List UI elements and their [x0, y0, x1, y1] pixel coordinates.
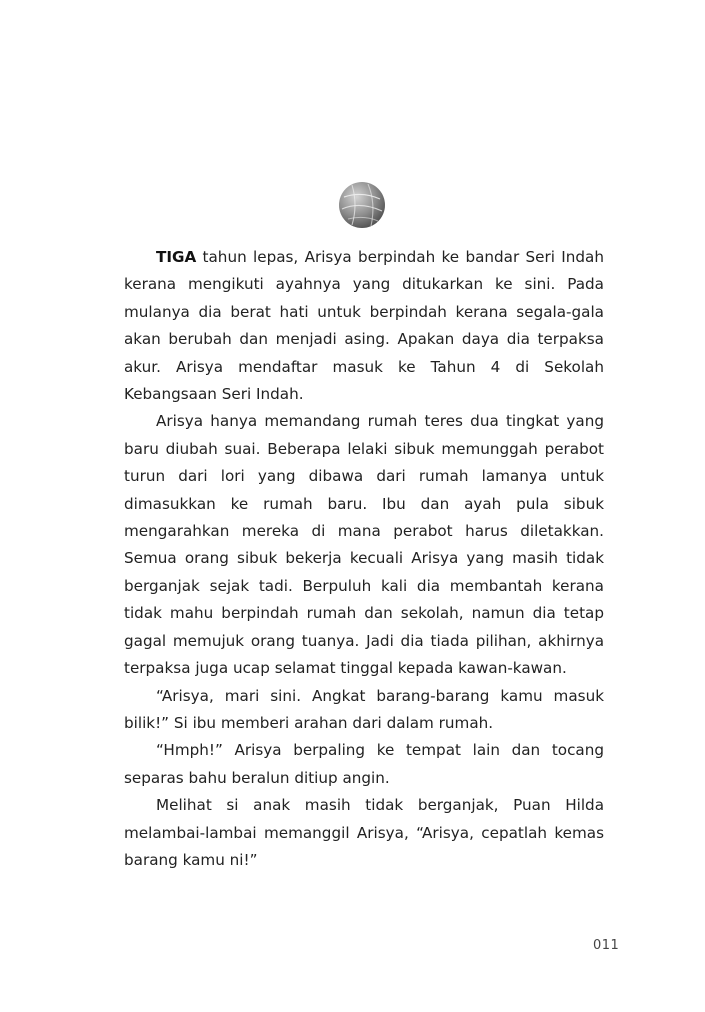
paragraph: [124, 792, 604, 874]
paragraph-text: Melihat si anak masih tidak berganjak, Puan Hilda melambai-lambai memanggil Arisya, “Arisya, cepatlah kemas barang kamu ni!”: [124, 796, 604, 869]
paragraph-text: “Arisya, mari sini. Angkat barang-barang kamu masuk bilik!” Si ibu memberi arahan dari dalam rumah.: [124, 686, 604, 732]
paragraph-lead: TIGA: [156, 248, 197, 266]
paragraph-text: tahun lepas, Arisya berpindah ke bandar Seri Indah kerana mengikuti ayahnya yang ditukarkan ke sini. Pada mulanya dia berat hati untuk berpindah kerana segala-gala akan berubah dan menjadi asing. Apakan daya dia terpaksa akur. Arisya mendaftar masuk ke Tahun 4 di Sekolah Kebangsaan Seri Indah.: [124, 248, 604, 404]
paragraph: [124, 244, 604, 408]
ball-icon: [338, 181, 386, 229]
page-number: 011: [593, 938, 620, 953]
paragraph: [124, 683, 604, 738]
paragraph: [124, 408, 604, 682]
paragraph-text: “Hmph!” Arisya berpaling ke tempat lain dan tocang separas bahu beralun ditiup angin.: [124, 741, 604, 787]
story-body: [124, 244, 604, 874]
paragraph: [124, 737, 604, 792]
paragraph-text: Arisya hanya memandang rumah teres dua tingkat yang baru diubah suai. Beberapa lelaki sibuk memunggah perabot turun dari lori yang dibawa dari rumah lamanya untuk dimasukkan ke rumah baru. Ibu dan ayah pula sibuk mengarahkan mereka di mana perabot harus diletakkan. Semua orang sibuk bekerja kecuali Arisya yang masih tidak berganjak sejak tadi. Berpuluh kali dia membantah kerana tidak mahu berpindah rumah dan sekolah, namun dia tetap gagal memujuk orang tuanya. Jadi dia tiada pilihan, akhirnya terpaksa juga ucap selamat tinggal kepada kawan-kawan.: [124, 412, 604, 678]
